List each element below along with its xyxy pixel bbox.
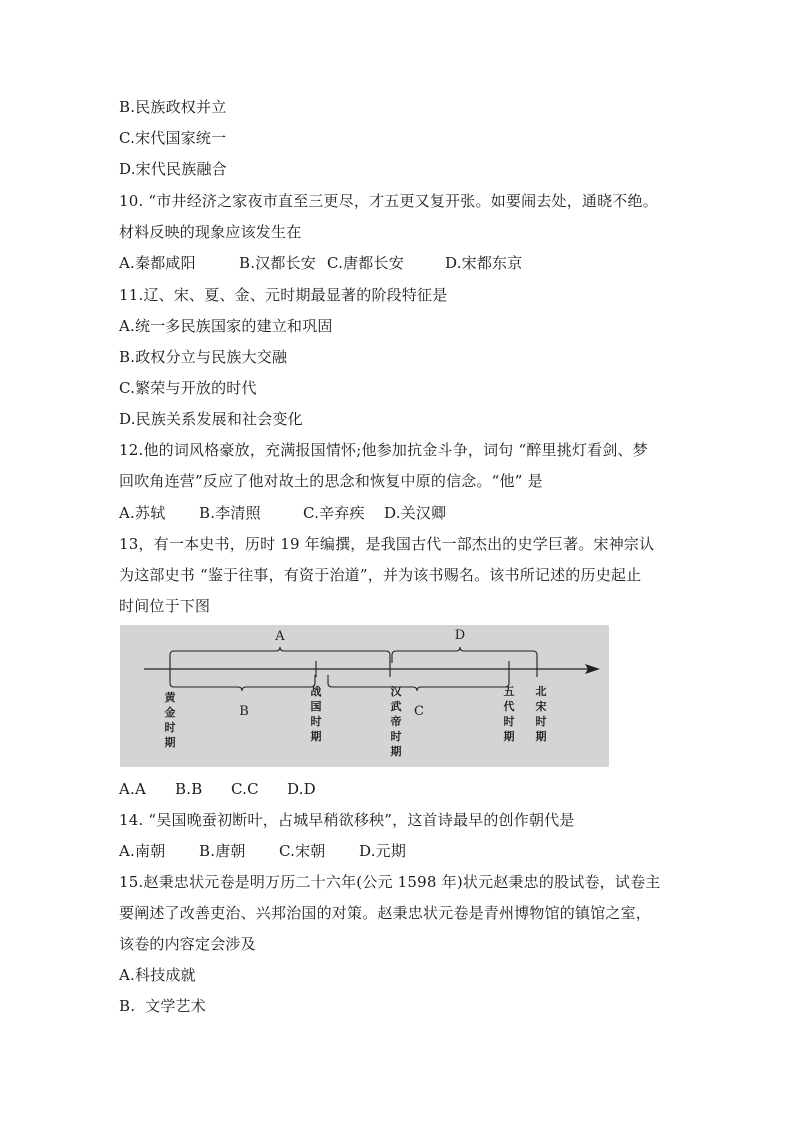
q11-option-a: A.统一多民族国家的建立和巩固 [119, 317, 333, 335]
segment-label-d: D [454, 628, 466, 643]
tick-label-northern-song-char: 时 [535, 715, 547, 728]
tick-label-golden-age-char: 时 [164, 721, 176, 734]
tick-label-han-wudi-char: 期 [390, 745, 402, 758]
tick-label-han-wudi [390, 684, 403, 758]
q11-stem: 11.辽、宋、夏、金、元时期最显著的阶段特征是 [119, 286, 448, 304]
q9-option-b: B.民族政权并立 [119, 98, 227, 116]
segment-label-c: C [414, 704, 424, 719]
q15-stem-line-3: 该卷的内容定会涉及 [119, 935, 256, 953]
segment-label-b: B [239, 704, 249, 719]
tick-label-five-dynasties-char: 代 [503, 700, 515, 713]
q10-stem-line-1: 10. “市井经济之家夜市直至三更尽，才五更又复开张。如要闹去处，通晓不绝。 [119, 192, 658, 210]
q14-option-c: C.宋朝 [279, 842, 326, 860]
tick-label-warring-states-char: 战 [310, 685, 322, 698]
tick-label-golden-age-char: 金 [164, 706, 176, 719]
q13-stem-line-2: 为这部史书 “鉴于往事，有资于治道”，并为该书赐名。该书所记述的历史起止 [119, 566, 642, 584]
q13-stem-line-3: 时间位于下图 [119, 597, 211, 615]
q10-option-c: C.唐都长安 [327, 254, 404, 272]
tick-label-warring-states-char: 时 [310, 715, 322, 728]
q11-option-c: C.繁荣与开放的时代 [119, 379, 257, 397]
q12-option-a: A.苏轼 [119, 504, 166, 522]
q12-option-b: B.李清照 [199, 504, 261, 522]
tick-label-han-wudi-char: 武 [390, 700, 402, 713]
q9-option-c: C.宋代国家统一 [119, 129, 227, 147]
q10-option-b: B.汉都长安 [239, 254, 316, 272]
q10-stem-line-2: 材料反映的现象应该发生在 [119, 223, 302, 241]
tick-label-han-wudi-char: 帝 [390, 715, 402, 728]
q12-option-c: C.辛弃疾 [303, 504, 365, 522]
tick-label-northern-song-char: 宋 [535, 700, 547, 713]
timeline-figure [120, 625, 609, 767]
q10-option-a: A.秦都咸阳 [119, 254, 196, 272]
q15-option-a: A.科技成就 [119, 966, 196, 984]
tick-label-golden-age-char: 黄 [164, 691, 176, 704]
q14-option-a: A.南朝 [119, 842, 166, 860]
q13-option-a: A.A [119, 780, 147, 798]
tick-label-golden-age-char: 期 [164, 736, 176, 749]
q13-option-b: B.B [175, 780, 203, 798]
q15-stem-line-1: 15.赵秉忠状元卷是明万历二十六年(公元 1598 年)状元赵秉忠的股试卷，试卷主 [119, 873, 661, 891]
tick-label-warring-states-char: 国 [310, 700, 322, 713]
q14-stem: 14. “吴国晚蚕初断叶，占城早稍欲移秧”，这首诗最早的创作朝代是 [119, 811, 575, 829]
tick-label-han-wudi-char: 时 [390, 730, 402, 743]
tick-label-five-dynasties-char: 期 [503, 730, 515, 743]
q10-option-d: D.宋都东京 [445, 254, 523, 272]
segment-label-a: A [275, 629, 285, 644]
q12-option-d: D.关汉卿 [384, 504, 447, 522]
q13-stem-line-1: 13，有一本史书，历时 19 年编撰，是我国古代一部杰出的史学巨著。宋神宗认 [119, 535, 655, 553]
q11-option-b: B.政权分立与民族大交融 [119, 348, 288, 366]
tick-label-warring-states-char: 期 [310, 730, 322, 743]
q12-stem-line-2: 回吹角连营”反应了他对故土的思念和恢复中原的信念。“他” 是 [119, 472, 543, 490]
q9-option-d: D.宋代民族融合 [119, 160, 227, 178]
q12-options [119, 503, 446, 523]
q14-option-b: B.唐朝 [199, 842, 246, 860]
tick-label-han-wudi-char: 汉 [390, 685, 402, 698]
q12-stem-line-1: 12.他的词风格豪放，充满报国情怀;他参加抗金斗争，词句 “醉里挑灯看剑、梦 [119, 441, 648, 459]
tick-label-five-dynasties-char: 五 [503, 685, 515, 698]
tick-label-five-dynasties-char: 时 [503, 715, 515, 728]
q10-options [119, 253, 522, 273]
q13-option-d: D.D [287, 780, 316, 798]
tick-label-northern-song-char: 北 [535, 685, 547, 698]
q14-option-d: D.元期 [359, 842, 407, 860]
q13-options [119, 779, 316, 799]
q14-options [119, 841, 406, 861]
tick-label-northern-song-char: 期 [535, 730, 547, 743]
q15-stem-line-2: 要阐述了改善吏治、兴邦治国的对策。赵秉忠状元卷是青州博物馆的镇馆之室， [119, 904, 652, 922]
q13-option-c: C.C [231, 780, 259, 798]
q11-option-d: D.民族关系发展和社会变化 [119, 410, 303, 428]
q15-option-b: B. 文学艺术 [119, 997, 206, 1015]
